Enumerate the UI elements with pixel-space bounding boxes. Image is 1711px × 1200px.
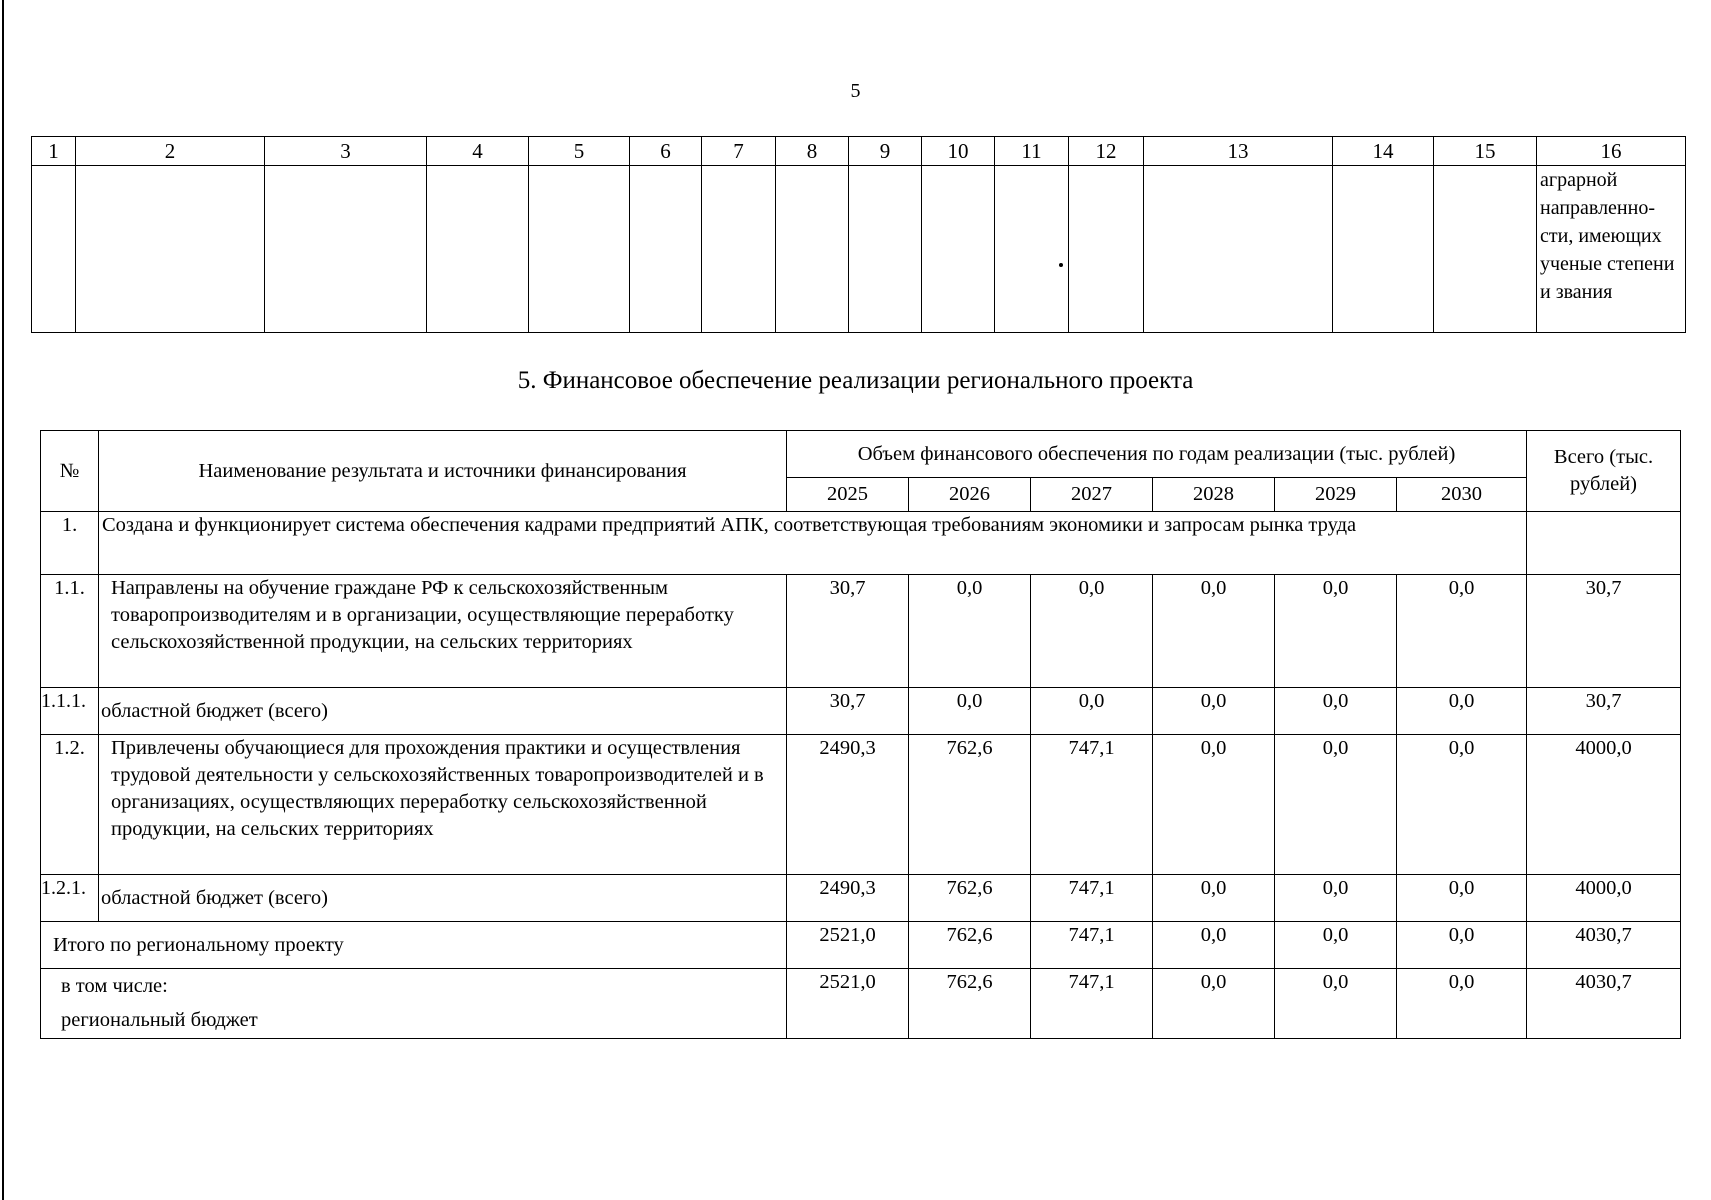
value-cell: 0,0 [1275, 969, 1397, 1039]
value-cell: 0,0 [1031, 575, 1153, 688]
including-label [41, 969, 787, 1039]
column-number: 10 [922, 137, 995, 166]
scan-mark [1059, 263, 1063, 267]
year-header: 2030 [1397, 478, 1527, 512]
column-number: 8 [776, 137, 849, 166]
including-row [41, 969, 1681, 1039]
value-cell: 0,0 [1153, 735, 1275, 875]
continuation-table [31, 136, 1686, 333]
column-number: 4 [427, 137, 529, 166]
value-cell: 747,1 [1031, 969, 1153, 1039]
empty-cell [1333, 166, 1434, 333]
value-cell: 0,0 [1397, 575, 1527, 688]
value-cell: 762,6 [909, 735, 1031, 875]
table-row [41, 735, 1681, 875]
empty-cell [630, 166, 702, 333]
year-header: 2029 [1275, 478, 1397, 512]
regional-budget-label: региональный бюджет [61, 1009, 258, 1031]
year-header: 2027 [1031, 478, 1153, 512]
column-number: 14 [1333, 137, 1434, 166]
empty-cell [265, 166, 427, 333]
empty-cell [922, 166, 995, 333]
value-cell: 762,6 [909, 922, 1031, 969]
total-cell: 30,7 [1527, 688, 1681, 735]
column-number: 13 [1144, 137, 1333, 166]
value-cell: 0,0 [1153, 922, 1275, 969]
empty-cell [76, 166, 265, 333]
total-cell: 4030,7 [1527, 922, 1681, 969]
value-cell: 2521,0 [787, 969, 909, 1039]
value-cell: 762,6 [909, 875, 1031, 922]
empty-cell [427, 166, 529, 333]
header-volume: Объем финансового обеспечения по годам реализации (тыс. рублей) [787, 431, 1527, 478]
column-number: 5 [529, 137, 630, 166]
value-cell: 747,1 [1031, 735, 1153, 875]
value-cell: 0,0 [1153, 575, 1275, 688]
value-cell: 2490,3 [787, 875, 909, 922]
value-cell: 0,0 [1153, 875, 1275, 922]
value-cell: 2521,0 [787, 922, 909, 969]
year-header: 2028 [1153, 478, 1275, 512]
value-cell: 747,1 [1031, 875, 1153, 922]
year-header: 2025 [787, 478, 909, 512]
value-cell: 0,0 [1397, 735, 1527, 875]
value-cell: 0,0 [1397, 922, 1527, 969]
table-row [41, 688, 1681, 735]
value-cell: 0,0 [1397, 969, 1527, 1039]
value-cell: 0,0 [909, 688, 1031, 735]
value-cell: 0,0 [909, 575, 1031, 688]
value-cell: 0,0 [1275, 875, 1397, 922]
empty-cell [995, 166, 1069, 333]
row-index: 1. [41, 512, 99, 575]
including-line: в том числе: [61, 975, 168, 997]
empty-cell [529, 166, 630, 333]
row-index: 1.1. [41, 575, 99, 688]
column-number: 12 [1069, 137, 1144, 166]
value-cell: 0,0 [1275, 688, 1397, 735]
value-cell: 30,7 [787, 575, 909, 688]
table-row [41, 875, 1681, 922]
total-cell: 4030,7 [1527, 969, 1681, 1039]
header-row-1 [41, 431, 1681, 478]
value-cell: 2490,3 [787, 735, 909, 875]
column-number-row [32, 137, 1686, 166]
value-cell: 0,0 [1275, 922, 1397, 969]
empty-cell [1144, 166, 1333, 333]
value-cell: 0,0 [1031, 688, 1153, 735]
empty-cell [1527, 512, 1681, 575]
column-number: 9 [849, 137, 922, 166]
section-title: 5. Финансовое обеспечение реализации регионального проекта [517, 367, 1194, 394]
row-index: 1.2. [41, 735, 99, 875]
column-number: 15 [1434, 137, 1537, 166]
continuation-row [32, 166, 1686, 333]
value-cell: 30,7 [787, 688, 909, 735]
empty-cell [849, 166, 922, 333]
column-number: 1 [32, 137, 76, 166]
column-number: 16 [1537, 137, 1686, 166]
total-cell: 4000,0 [1527, 875, 1681, 922]
empty-cell [776, 166, 849, 333]
result-row [41, 512, 1681, 575]
row-index: 1.1.1. [41, 688, 99, 735]
value-cell: 0,0 [1397, 688, 1527, 735]
finance-table [40, 430, 1681, 1039]
table-row [41, 575, 1681, 688]
column-number: 6 [630, 137, 702, 166]
value-cell: 0,0 [1153, 688, 1275, 735]
value-cell: 762,6 [909, 969, 1031, 1039]
row-name: Направлены на обучение граждане РФ к сельскохозяйственным товаропроизводителям и в организации, осуществляющие переработку сельскохозяйственной продукции, на сельских территориях [99, 575, 787, 688]
row-name: Привлечены обучающиеся для прохождения практики и осуществления трудовой деятельности у сельскохозяйственных товаропроизводителей и в организациях, осуществляющих переработку сельскохозяйственной продукции, на сельских территориях [99, 735, 787, 875]
value-cell: 747,1 [1031, 922, 1153, 969]
row-name: областной бюджет (всего) [99, 875, 787, 922]
total-cell: 4000,0 [1527, 735, 1681, 875]
total-row-label: Итого по региональному проекту [41, 922, 787, 969]
year-header: 2026 [909, 478, 1031, 512]
column-number: 11 [995, 137, 1069, 166]
result-name: Создана и функционирует система обеспечения кадрами предприятий АПК, соответствующая требованиям экономики и запросам рынка труда [99, 512, 1527, 575]
row-index: 1.2.1. [41, 875, 99, 922]
empty-cell [1434, 166, 1537, 333]
value-cell: 0,0 [1275, 575, 1397, 688]
value-cell: 0,0 [1275, 735, 1397, 875]
column-number: 7 [702, 137, 776, 166]
header-total: Всего (тыс. рублей) [1527, 431, 1681, 512]
page-number: 5 [850, 80, 861, 102]
page-left-border [2, 0, 4, 1200]
value-cell: 0,0 [1153, 969, 1275, 1039]
header-name: Наименование результата и источники финансирования [99, 431, 787, 512]
total-cell: 30,7 [1527, 575, 1681, 688]
column-number: 3 [265, 137, 427, 166]
total-row [41, 922, 1681, 969]
continued-text-cell: аграрной направленно-сти, имеющих ученые степени и звания [1537, 166, 1686, 333]
empty-cell [1069, 166, 1144, 333]
empty-cell [32, 166, 76, 333]
value-cell: 0,0 [1397, 875, 1527, 922]
header-number: № [41, 431, 99, 512]
row-name: областной бюджет (всего) [99, 688, 787, 735]
column-number: 2 [76, 137, 265, 166]
empty-cell [702, 166, 776, 333]
